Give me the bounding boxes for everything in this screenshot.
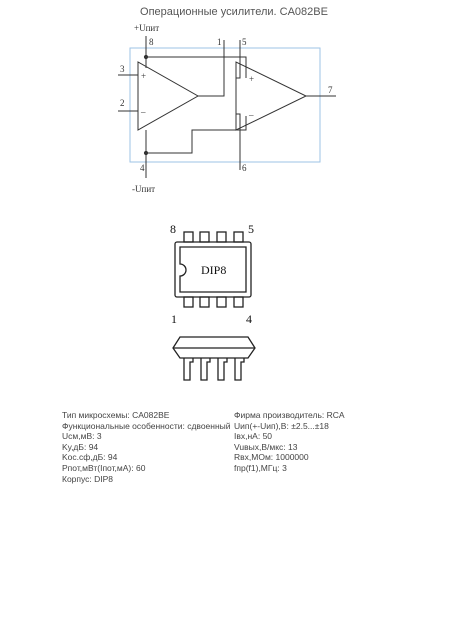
side-lead (184, 358, 193, 380)
pin-stub-top (200, 232, 209, 242)
package-pin-4: 4 (246, 312, 252, 326)
param-manufacturer: Фирма производитель: RCA (234, 410, 345, 420)
pin2-label: 2 (120, 98, 125, 108)
opamp1-minus-sign: – (141, 107, 146, 117)
param-input-current: Iвх,нА: 50 (234, 431, 273, 442)
vplus-label: +Uпит (134, 23, 160, 33)
pin6-label: 6 (242, 163, 247, 173)
pin-stub-top (234, 232, 243, 242)
opamp1-plus-sign: + (141, 71, 147, 81)
pin-stub-bottom (184, 297, 193, 307)
param-power: Pпот,мВт(Iпот,мА): 60 (62, 462, 146, 473)
side-lead (235, 358, 244, 380)
pin5-label: 5 (242, 37, 247, 47)
param-input-resistance: Rвх,МОм: 1000000 (234, 452, 309, 463)
param-offset-voltage: Uсм,мВ: 3 (62, 431, 102, 442)
pin3-label: 3 (120, 64, 125, 74)
pin1-label: 1 (217, 37, 222, 47)
opamp1-triangle (138, 62, 198, 130)
param-features: Функциональные особенности: сдвоенный (62, 420, 231, 431)
vminus-to-amp2 (146, 116, 246, 153)
pin-stub-bottom (217, 297, 226, 307)
package-pin-5: 5 (248, 222, 254, 236)
pin8-label: 8 (149, 37, 154, 47)
chip-outline (130, 48, 320, 162)
package-pin-1: 1 (171, 312, 177, 326)
pin-stub-top (217, 232, 226, 242)
param-cmrr: Kос.сф,дБ: 94 (62, 452, 118, 463)
opamp-schematic (118, 36, 336, 178)
page-title: Операционные усилители. CA082BE (140, 6, 328, 18)
package-pin-8: 8 (170, 222, 176, 236)
opamp2-minus-sign: – (249, 110, 254, 120)
param-type: Тип микросхемы: CA082BE (62, 410, 170, 420)
pin-stub-top (184, 232, 193, 242)
pin4-label: 4 (140, 163, 145, 173)
package-name: DIP8 (201, 263, 227, 277)
params-right-column (234, 410, 345, 474)
params-left-column (62, 410, 231, 484)
pin-stub-bottom (234, 297, 243, 307)
param-package: Корпус: DIP8 (62, 473, 114, 484)
vminus-label: -Uпит (132, 184, 156, 194)
param-frequency: fпр(f1),МГц: 3 (234, 462, 287, 473)
pin5-wire (236, 40, 240, 78)
param-slew-rate: Vuвых,В/мкс: 13 (234, 441, 298, 452)
side-lead (201, 358, 210, 380)
pin-stub-bottom (200, 297, 209, 307)
opamp2-plus-sign: + (249, 74, 255, 84)
pin7-label: 7 (328, 85, 333, 95)
side-lead (218, 358, 227, 380)
param-gain: Kу,дБ: 94 (62, 441, 99, 452)
param-supply-voltage: Uип(+-Uип),В: ±2.5...±18 (234, 420, 329, 431)
dip8-side-view (173, 337, 255, 380)
